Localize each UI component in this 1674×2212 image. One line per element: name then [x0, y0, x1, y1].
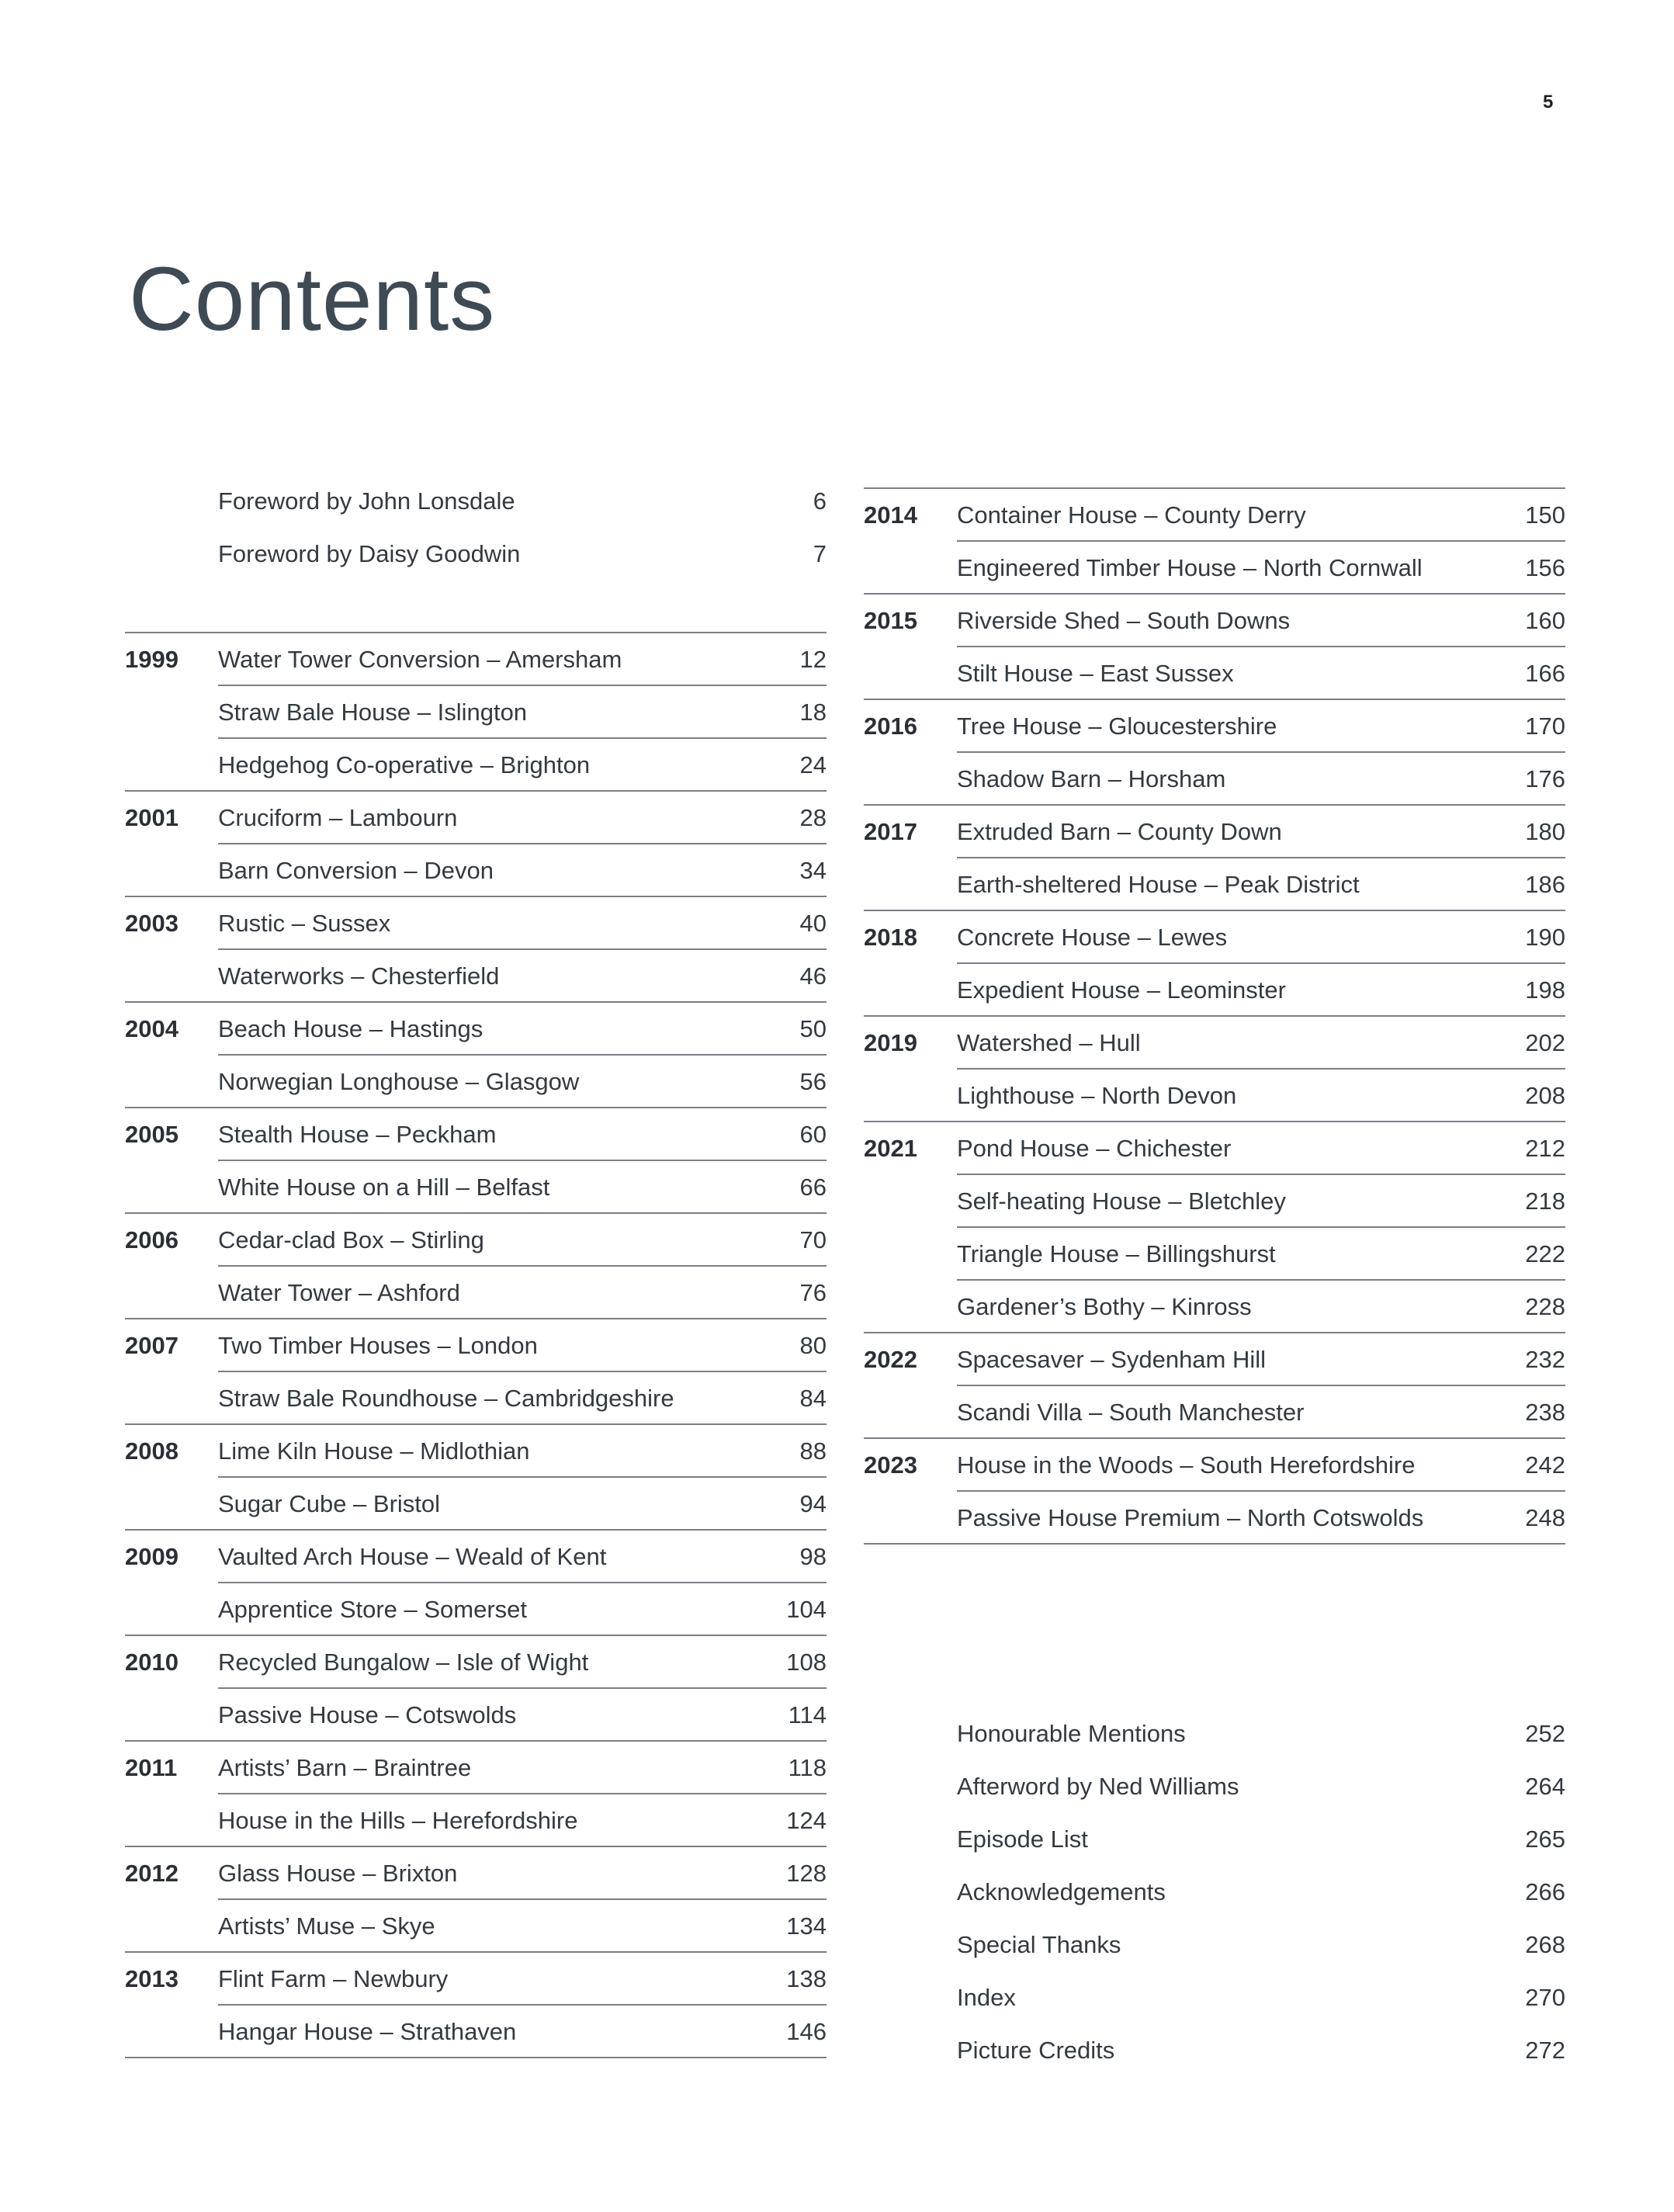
entry-page-number: 80	[799, 1332, 827, 1359]
entry-page-number: 218	[1525, 1187, 1565, 1215]
entry-year: 2022	[864, 1346, 917, 1373]
toc-entry	[125, 1689, 827, 1742]
toc-entry	[125, 1161, 827, 1214]
entry-page-number: 66	[799, 1174, 827, 1201]
entry-page-number: 170	[1525, 712, 1565, 740]
entry-title: Foreword by Daisy Goodwin	[218, 540, 521, 567]
entry-title: Recycled Bungalow – Isle of Wight	[218, 1649, 589, 1676]
entry-title: Tree House – Gloucestershire	[957, 712, 1277, 740]
rule-line	[125, 2057, 827, 2058]
entry-page-number: 76	[799, 1279, 827, 1306]
toc-entry	[957, 2024, 1565, 2077]
entry-page-number: 138	[786, 1965, 827, 1992]
entry-title: Lime Kiln House – Midlothian	[218, 1437, 530, 1465]
entry-year: 2023	[864, 1451, 917, 1479]
entry-page-number: 28	[799, 804, 827, 831]
entry-title: Beach House – Hastings	[218, 1015, 483, 1042]
contents-right-column	[864, 489, 1565, 1545]
entry-title: Acknowledgements	[957, 1878, 1166, 1905]
toc-entry	[864, 806, 1565, 858]
toc-entry	[864, 858, 1565, 911]
entry-page-number: 34	[799, 857, 827, 884]
toc-entry	[125, 1953, 827, 2006]
entry-title: Rustic – Sussex	[218, 910, 391, 937]
chapter-list-right	[864, 489, 1565, 1545]
entry-title: Self-heating House – Bletchley	[957, 1187, 1286, 1215]
toc-entry	[864, 542, 1565, 595]
entry-page-number: 232	[1525, 1346, 1565, 1373]
entry-title: Engineered Timber House – North Cornwall	[957, 554, 1423, 581]
toc-entry	[125, 528, 827, 581]
entry-page-number: 40	[799, 910, 827, 937]
entry-page-number: 264	[1525, 1773, 1565, 1800]
entry-title: Lighthouse – North Devon	[957, 1082, 1237, 1109]
entry-title: Flint Farm – Newbury	[218, 1965, 449, 1992]
entry-title: Sugar Cube – Bristol	[218, 1490, 441, 1517]
toc-entry	[864, 1439, 1565, 1492]
entry-title: Water Tower – Ashford	[218, 1279, 460, 1306]
toc-entry	[864, 911, 1565, 964]
entry-page-number: 114	[788, 1701, 827, 1728]
entry-year: 2004	[125, 1015, 178, 1042]
entry-title: Gardener’s Bothy – Kinross	[957, 1293, 1252, 1320]
toc-entry	[864, 1492, 1565, 1545]
entry-page-number: 166	[1525, 660, 1565, 687]
entry-year: 2013	[125, 1965, 178, 1992]
toc-entry	[864, 964, 1565, 1017]
entry-title: Straw Bale House – Islington	[218, 699, 528, 726]
toc-entry	[125, 1056, 827, 1108]
entry-page-number: 180	[1525, 818, 1565, 845]
entry-page-number: 150	[1525, 501, 1565, 529]
entry-title: Hangar House – Strathaven	[218, 2018, 517, 2045]
chapter-list-left	[125, 632, 827, 2058]
entry-year: 2014	[864, 501, 917, 529]
foreword-list	[125, 475, 827, 581]
page-title: Contents	[129, 248, 496, 349]
toc-entry	[125, 1372, 827, 1425]
entry-page-number: 94	[799, 1490, 827, 1517]
entry-year: 2021	[864, 1135, 917, 1162]
entry-page-number: 272	[1525, 2037, 1565, 2064]
entry-title: Foreword by John Lonsdale	[218, 487, 515, 515]
entry-year: 2009	[125, 1543, 178, 1570]
entry-year: 2012	[125, 1860, 178, 1887]
entry-page-number: 24	[799, 751, 827, 778]
entry-page-number: 270	[1525, 1984, 1565, 2011]
toc-entry	[864, 700, 1565, 753]
spacer	[125, 581, 827, 633]
entry-title: Waterworks – Chesterfield	[218, 962, 500, 990]
entry-page-number: 124	[786, 1807, 827, 1834]
toc-entry	[864, 1070, 1565, 1122]
toc-entry	[125, 1531, 827, 1583]
entry-title: Spacesaver – Sydenham Hill	[957, 1346, 1267, 1373]
entry-title: Barn Conversion – Devon	[218, 857, 494, 884]
entry-page-number: 228	[1525, 1293, 1565, 1320]
entry-title: Water Tower Conversion – Amersham	[218, 646, 622, 673]
toc-entry	[957, 1708, 1565, 1760]
page-number: 5	[1543, 92, 1554, 113]
toc-entry	[125, 686, 827, 739]
toc-entry	[125, 844, 827, 897]
toc-entry	[125, 633, 827, 686]
entry-title: Stealth House – Peckham	[218, 1121, 497, 1148]
entry-year: 2017	[864, 818, 917, 845]
entry-page-number: 252	[1525, 1720, 1565, 1747]
entry-page-number: 266	[1525, 1878, 1565, 1905]
toc-entry	[864, 1122, 1565, 1175]
entry-title: Artists’ Barn – Braintree	[218, 1754, 472, 1781]
entry-page-number: 98	[799, 1543, 827, 1570]
back-matter-list	[957, 1708, 1565, 2077]
entry-page-number: 12	[799, 646, 827, 673]
entry-title: Honourable Mentions	[957, 1720, 1186, 1747]
entry-year: 2006	[125, 1226, 178, 1253]
entry-page-number: 146	[786, 2018, 827, 2045]
toc-entry	[864, 1228, 1565, 1281]
entry-page-number: 56	[799, 1068, 827, 1095]
toc-entry	[125, 1847, 827, 1900]
toc-entry	[864, 1333, 1565, 1386]
toc-entry	[957, 1760, 1565, 1813]
toc-entry	[864, 1017, 1565, 1070]
entry-title: Apprentice Store – Somerset	[218, 1596, 528, 1623]
entry-page-number: 268	[1525, 1931, 1565, 1958]
toc-entry	[957, 1919, 1565, 1971]
entry-page-number: 18	[799, 699, 827, 726]
entry-page-number: 186	[1525, 871, 1565, 898]
rule-line	[864, 487, 1565, 489]
entry-title: Afterword by Ned Williams	[957, 1773, 1239, 1800]
toc-entry	[125, 1742, 827, 1794]
entry-title: Container House – County Derry	[957, 501, 1306, 529]
entry-page-number: 212	[1525, 1135, 1565, 1162]
entry-page-number: 156	[1525, 554, 1565, 581]
toc-entry	[864, 1386, 1565, 1439]
entry-year: 2015	[864, 607, 917, 634]
toc-entry	[864, 647, 1565, 700]
entry-page-number: 134	[786, 1912, 827, 1940]
toc-entry	[125, 1267, 827, 1319]
entry-page-number: 222	[1525, 1240, 1565, 1267]
entry-title: Two Timber Houses – London	[218, 1332, 538, 1359]
toc-entry	[125, 1214, 827, 1267]
entry-title: Hedgehog Co-operative – Brighton	[218, 751, 591, 778]
toc-entry	[125, 792, 827, 844]
toc-entry	[125, 950, 827, 1003]
toc-entry	[125, 1319, 827, 1372]
toc-entry	[957, 1866, 1565, 1919]
entry-title: Riverside Shed – South Downs	[957, 607, 1291, 634]
entry-page-number: 46	[799, 962, 827, 990]
toc-entry	[864, 1281, 1565, 1333]
entry-year: 2003	[125, 910, 178, 937]
entry-title: Stilt House – East Sussex	[957, 660, 1234, 687]
toc-entry	[125, 2006, 827, 2058]
entry-title: Triangle House – Billingshurst	[957, 1240, 1276, 1267]
toc-entry	[125, 1794, 827, 1847]
entry-year: 2001	[125, 804, 178, 831]
entry-page-number: 104	[786, 1596, 827, 1623]
entry-year: 2007	[125, 1332, 178, 1359]
toc-entry	[957, 1971, 1565, 2024]
entry-page-number: 7	[813, 540, 827, 567]
entry-year: 2005	[125, 1121, 178, 1148]
entry-title: White House on a Hill – Belfast	[218, 1174, 550, 1201]
entry-page-number: 238	[1525, 1399, 1565, 1426]
entry-title: Norwegian Longhouse – Glasgow	[218, 1068, 580, 1095]
toc-entry	[125, 1425, 827, 1478]
toc-entry	[125, 739, 827, 792]
entry-page-number: 176	[1525, 765, 1565, 792]
entry-page-number: 6	[813, 487, 827, 515]
entry-year: 2019	[864, 1029, 917, 1056]
entry-page-number: 88	[799, 1437, 827, 1465]
contents-left-column	[125, 475, 827, 2058]
toc-entry	[864, 489, 1565, 542]
entry-page-number: 248	[1525, 1504, 1565, 1531]
entry-title: Picture Credits	[957, 2037, 1115, 2064]
entry-year: 2010	[125, 1649, 178, 1676]
entry-title: Watershed – Hull	[957, 1029, 1141, 1056]
toc-entry	[864, 595, 1565, 647]
entry-title: Cruciform – Lambourn	[218, 804, 458, 831]
toc-entry	[125, 897, 827, 950]
toc-entry	[125, 1108, 827, 1161]
entry-title: Scandi Villa – South Manchester	[957, 1399, 1305, 1426]
entry-page-number: 202	[1525, 1029, 1565, 1056]
toc-entry	[125, 1478, 827, 1531]
toc-entry	[125, 475, 827, 528]
toc-entry	[125, 1583, 827, 1636]
entry-title: Passive House – Cotswolds	[218, 1701, 517, 1728]
entry-page-number: 128	[786, 1860, 827, 1887]
entry-title: Earth-sheltered House – Peak District	[957, 871, 1360, 898]
entry-page-number: 190	[1525, 924, 1565, 951]
entry-title: Expedient House – Leominster	[957, 976, 1286, 1004]
entry-year: 2011	[125, 1754, 178, 1781]
entry-page-number: 50	[799, 1015, 827, 1042]
entry-title: Vaulted Arch House – Weald of Kent	[218, 1543, 607, 1570]
rule-line	[864, 1543, 1565, 1545]
entry-page-number: 198	[1525, 976, 1565, 1004]
toc-entry	[125, 1900, 827, 1953]
toc-entry	[125, 1003, 827, 1056]
entry-title: Extruded Barn – County Down	[957, 818, 1282, 845]
toc-entry	[125, 1636, 827, 1689]
entry-page-number: 265	[1525, 1825, 1565, 1853]
entry-year: 2008	[125, 1437, 178, 1465]
entry-title: Concrete House – Lewes	[957, 924, 1228, 951]
toc-entry	[864, 1175, 1565, 1228]
entry-page-number: 60	[799, 1121, 827, 1148]
entry-year: 2018	[864, 924, 917, 951]
entry-title: Pond House – Chichester	[957, 1135, 1232, 1162]
toc-entry	[957, 1813, 1565, 1866]
entry-page-number: 70	[799, 1226, 827, 1253]
entry-title: Episode List	[957, 1825, 1088, 1853]
entry-year: 1999	[125, 646, 178, 673]
entry-year: 2016	[864, 712, 917, 740]
entry-title: Artists’ Muse – Skye	[218, 1912, 435, 1940]
entry-page-number: 118	[788, 1754, 827, 1781]
entry-title: Index	[957, 1984, 1016, 2011]
entry-page-number: 160	[1525, 607, 1565, 634]
entry-page-number: 108	[786, 1649, 827, 1676]
entry-title: Glass House – Brixton	[218, 1860, 458, 1887]
entry-title: Straw Bale Roundhouse – Cambridgeshire	[218, 1385, 674, 1412]
entry-title: Special Thanks	[957, 1931, 1121, 1958]
entry-page-number: 84	[799, 1385, 827, 1412]
entry-title: Cedar-clad Box – Stirling	[218, 1226, 484, 1253]
entry-page-number: 208	[1525, 1082, 1565, 1109]
entry-title: Shadow Barn – Horsham	[957, 765, 1226, 792]
toc-entry	[864, 753, 1565, 806]
entry-title: Passive House Premium – North Cotswolds	[957, 1504, 1424, 1531]
entry-title: House in the Hills – Herefordshire	[218, 1807, 578, 1834]
entry-page-number: 242	[1525, 1451, 1565, 1479]
entry-title: House in the Woods – South Herefordshire	[957, 1451, 1416, 1479]
